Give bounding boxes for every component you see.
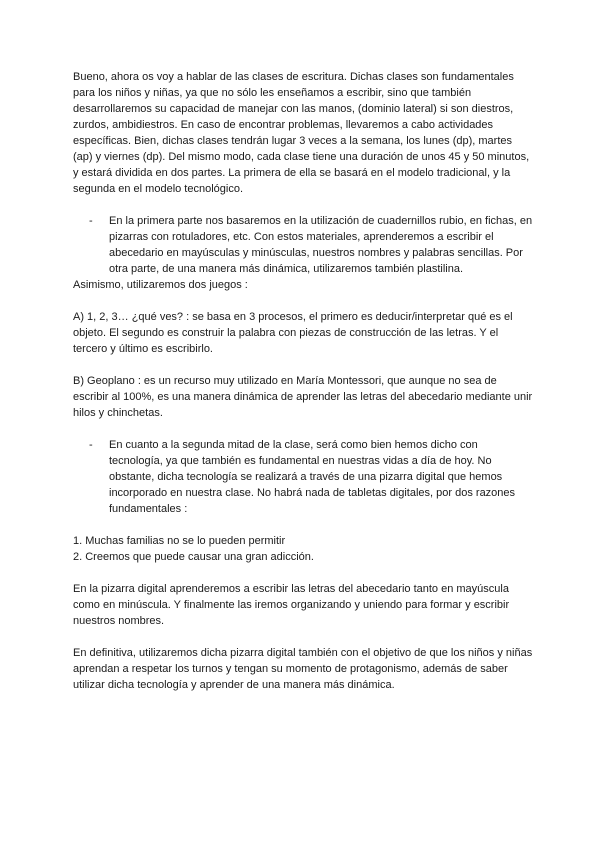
reason-one: 1. Muchas familias no se lo pueden permitir bbox=[73, 535, 286, 547]
conclusion-paragraph: En definitiva, utilizaremos dicha pizarra digital también con el objetivo de que los niños y niñas aprendan a respetar los turnos y tengan su momento de protagonismo, además de saber utilizar dicha tecnología y aprender de una manera más dinámica. bbox=[73, 647, 533, 691]
bullet-item-first-part bbox=[73, 213, 533, 277]
reason-two: 2. Creemos que puede causar una gran adicción. bbox=[73, 551, 314, 563]
game-b-paragraph: B) Geoplano : es un recurso muy utilizado en María Montessori, que aunque no sea de escribir al 100%, es una manera dinámica de aprender las letras del abecedario mediante unir hilos y chinchetas. bbox=[73, 375, 533, 419]
bullet-text: En la primera parte nos basaremos en la utilización de cuadernillos rubio, en fichas, en pizarras con rotuladores, etc. Con estos materiales, aprenderemos a escribir el abecedario en mayúsculas y minúsculas, nuestros nombres y palabras sencillas. Por otra parte, de una manera más dinámica, utilizaremos también plastilina. bbox=[109, 215, 533, 275]
game-a-paragraph: A) 1, 2, 3… ¿qué ves? : se basa en 3 procesos, el primero es deducir/interpretar qué es el objeto. El segundo es construir la palabra con piezas de construcción de las letras. Y el tercero y último es escribirlo. bbox=[73, 311, 513, 355]
bullet-text: En cuanto a la segunda mitad de la clase, será como bien hemos dicho con tecnología, ya que también es fundamental en nuestras vidas a día de hoy. No obstante, dicha tecnología se realizará a través de una pizarra digital que hemos incorporado en nuestra clase. No habrá nada de tabletas digitales, por dos razones fundamentales : bbox=[109, 439, 516, 515]
games-intro: Asimismo, utilizaremos dos juegos : bbox=[73, 279, 248, 291]
digital-board-paragraph: En la pizarra digital aprenderemos a escribir las letras del abecedario tanto en mayúscula como en minúscula. Y finalmente las iremos organizando y uniendo para formar y escribir nuestros nombres. bbox=[73, 583, 510, 627]
bullet-dash: - bbox=[89, 439, 93, 451]
bullet-dash: - bbox=[89, 215, 93, 227]
intro-paragraph: Bueno, ahora os voy a hablar de las clases de escritura. Dichas clases son fundamentales para los niños y niñas, ya que no sólo les enseñamos a escribir, sino que también desarrollaremos su capacidad de manejar con las manos, (dominio lateral) si son diestros, zurdos, ambidiestros. En caso de encontrar problemas, llevaremos a cabo actividades específicas. Bien, dichas clases tendrán lugar 3 veces a la semana, los lunes (dp), martes (ap) y viernes (dp). Del mismo modo, cada clase tiene una duración de unos 45 y 50 minutos, y estará dividida en dos partes. La primera de ella se basará en el modelo tradicional, y la segunda en el modelo tecnológico. bbox=[73, 71, 530, 195]
bullet-item-second-part bbox=[73, 437, 533, 517]
document-body bbox=[73, 69, 533, 693]
